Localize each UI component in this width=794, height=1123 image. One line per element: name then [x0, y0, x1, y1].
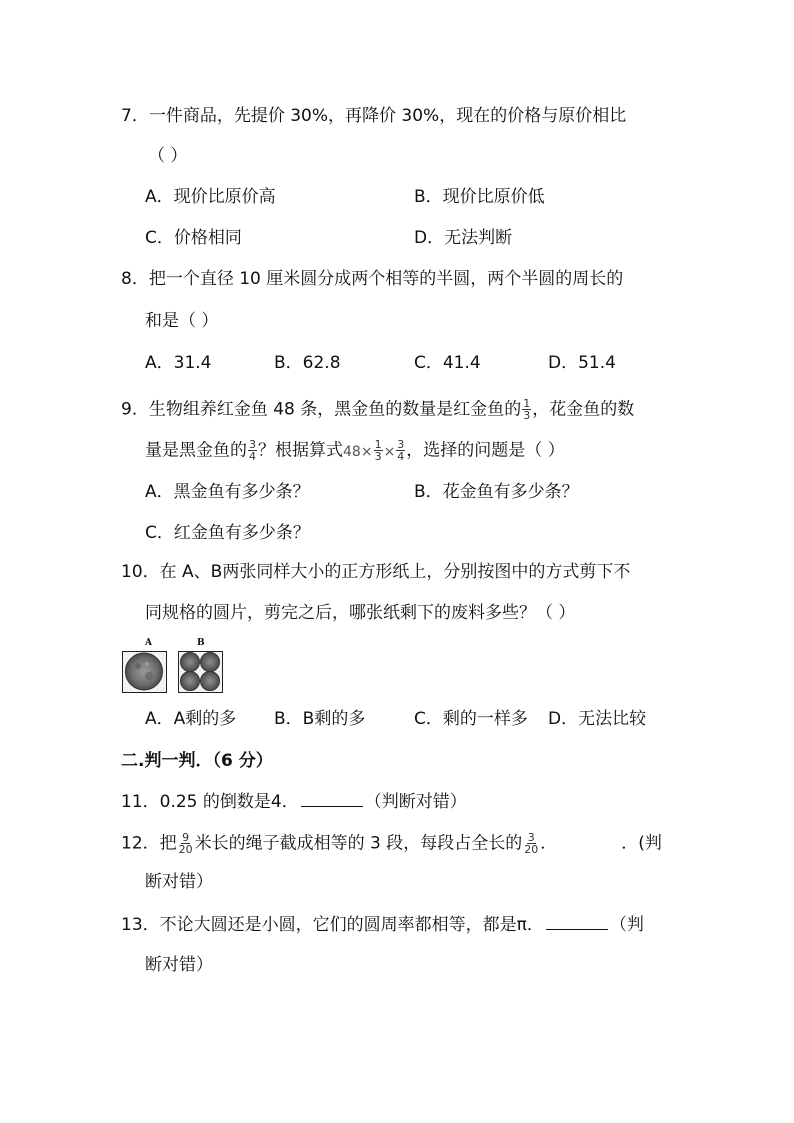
fraction-numerator: 3	[527, 831, 535, 844]
q9-fraction-three-quarters	[248, 439, 257, 462]
fraction-numerator: 9	[182, 831, 190, 844]
q9-option-c: C．红金鱼有多少条？	[145, 523, 310, 543]
q10-option-d: D．无法比较	[548, 709, 647, 729]
q11-stem	[121, 790, 467, 813]
q13-text-b: （判	[609, 915, 644, 935]
q12-stem-line1	[121, 832, 662, 855]
q7-option-c: C．价格相同	[145, 228, 242, 248]
fraction-denominator: 3	[374, 450, 382, 463]
q10-stem-line2: 同规格的圆片，剪完之后，哪张纸剩下的废料多些？（ ）	[145, 603, 576, 623]
q7-option-b: B．现价比原价低	[414, 187, 545, 207]
q9-line2-text-c: ，选择的问题是（ ）	[406, 440, 565, 461]
fraction-numerator: 1	[523, 397, 531, 410]
fraction-numerator: 3	[397, 438, 405, 451]
q12-text-a: 12．把	[121, 833, 177, 854]
q7-answer-bracket: （ ）	[148, 146, 188, 166]
q12-fraction-nine-twentieths	[178, 832, 194, 855]
q13-text-a: 13．不论大圆还是小圆，它们的圆周率都相等，都是π．	[121, 915, 544, 935]
q11-text-b: （判断对错）	[364, 792, 467, 812]
q11-text-a: 11．0.25 的倒数是4．	[121, 792, 299, 812]
q8-option-c: C．41.4	[414, 353, 481, 373]
single-circle-icon	[123, 652, 165, 691]
q9-stem-line1	[121, 398, 634, 421]
q9-stem-line2	[145, 439, 565, 463]
q10-stem-line1: 10．在 A、B两张同样大小的正方形纸上，分别按图中的方式剪下不	[121, 562, 631, 582]
q12-stem-line2: 断对错）	[145, 872, 213, 892]
fraction-denominator: 20	[178, 843, 193, 856]
q10-option-c: C．剩的一样多	[414, 709, 528, 729]
q10-option-a: A．A剩的多	[145, 709, 237, 729]
square-paper-b	[178, 651, 223, 693]
q13-stem-line2: 断对错）	[145, 955, 213, 975]
q10-option-b: B．B剩的多	[274, 709, 366, 729]
q13-stem-line1	[121, 913, 644, 936]
formula-number: 48	[343, 443, 361, 460]
formula-fraction-three-quarters	[396, 439, 405, 462]
fraction-numerator: 1	[374, 438, 382, 451]
q12-text-c: ．	[540, 833, 558, 854]
q12-text-d: ．(判	[621, 833, 662, 854]
figure-label-b: B	[197, 638, 205, 648]
formula-times: ×	[360, 443, 373, 460]
figure-label-a: A	[145, 638, 152, 648]
q9-fraction-one-third	[522, 398, 531, 421]
q8-option-d: D．51.4	[548, 353, 616, 373]
fraction-denominator: 3	[523, 409, 531, 422]
formula-fraction-one-third	[374, 439, 383, 462]
q9-line1-text-b: ，花金鱼的数	[532, 399, 635, 420]
fraction-numerator: 3	[249, 438, 256, 451]
fraction-denominator: 4	[249, 450, 256, 463]
q8-stem-line1: 8．把一个直径 10 厘米圆分成两个相等的半圆，两个半圆的周长的	[121, 269, 624, 289]
q10-figure	[122, 638, 226, 696]
four-circles-icon	[179, 652, 221, 691]
q7-option-a: A．现价比原价高	[145, 187, 276, 207]
q9-option-a: A．黑金鱼有多少条？	[145, 482, 310, 502]
q9-formula	[343, 438, 406, 463]
q12-text-b: 米长的绳子截成相等的 3 段，每段占全长的	[194, 833, 523, 854]
q9-option-b: B．花金鱼有多少条？	[414, 482, 579, 502]
section-heading-judgement: 二.判一判．（6 分）	[121, 751, 273, 771]
q8-option-b: B．62.8	[274, 353, 341, 373]
q9-line2-text-a: 量是黑金鱼的	[145, 440, 247, 461]
q11-answer-blank[interactable]	[301, 790, 363, 807]
formula-times: ×	[383, 443, 396, 460]
square-paper-a	[122, 651, 167, 693]
q9-line1-text-a: 9．生物组养红金鱼 48 条，黑金鱼的数量是红金鱼的	[121, 399, 522, 420]
q8-stem-line2: 和是（ ）	[145, 311, 219, 331]
q13-answer-blank[interactable]	[546, 913, 608, 930]
q12-fraction-three-twentieths	[523, 832, 539, 855]
q9-line2-text-b: ？根据算式	[258, 440, 343, 461]
q8-option-a: A．31.4	[145, 353, 212, 373]
q7-option-d: D．无法判断	[414, 228, 513, 248]
q7-stem-line1: 7．一件商品，先提价 30%，再降价 30%，现在的价格与原价相比	[121, 106, 627, 126]
fraction-denominator: 4	[397, 450, 405, 463]
fraction-denominator: 20	[524, 843, 539, 856]
